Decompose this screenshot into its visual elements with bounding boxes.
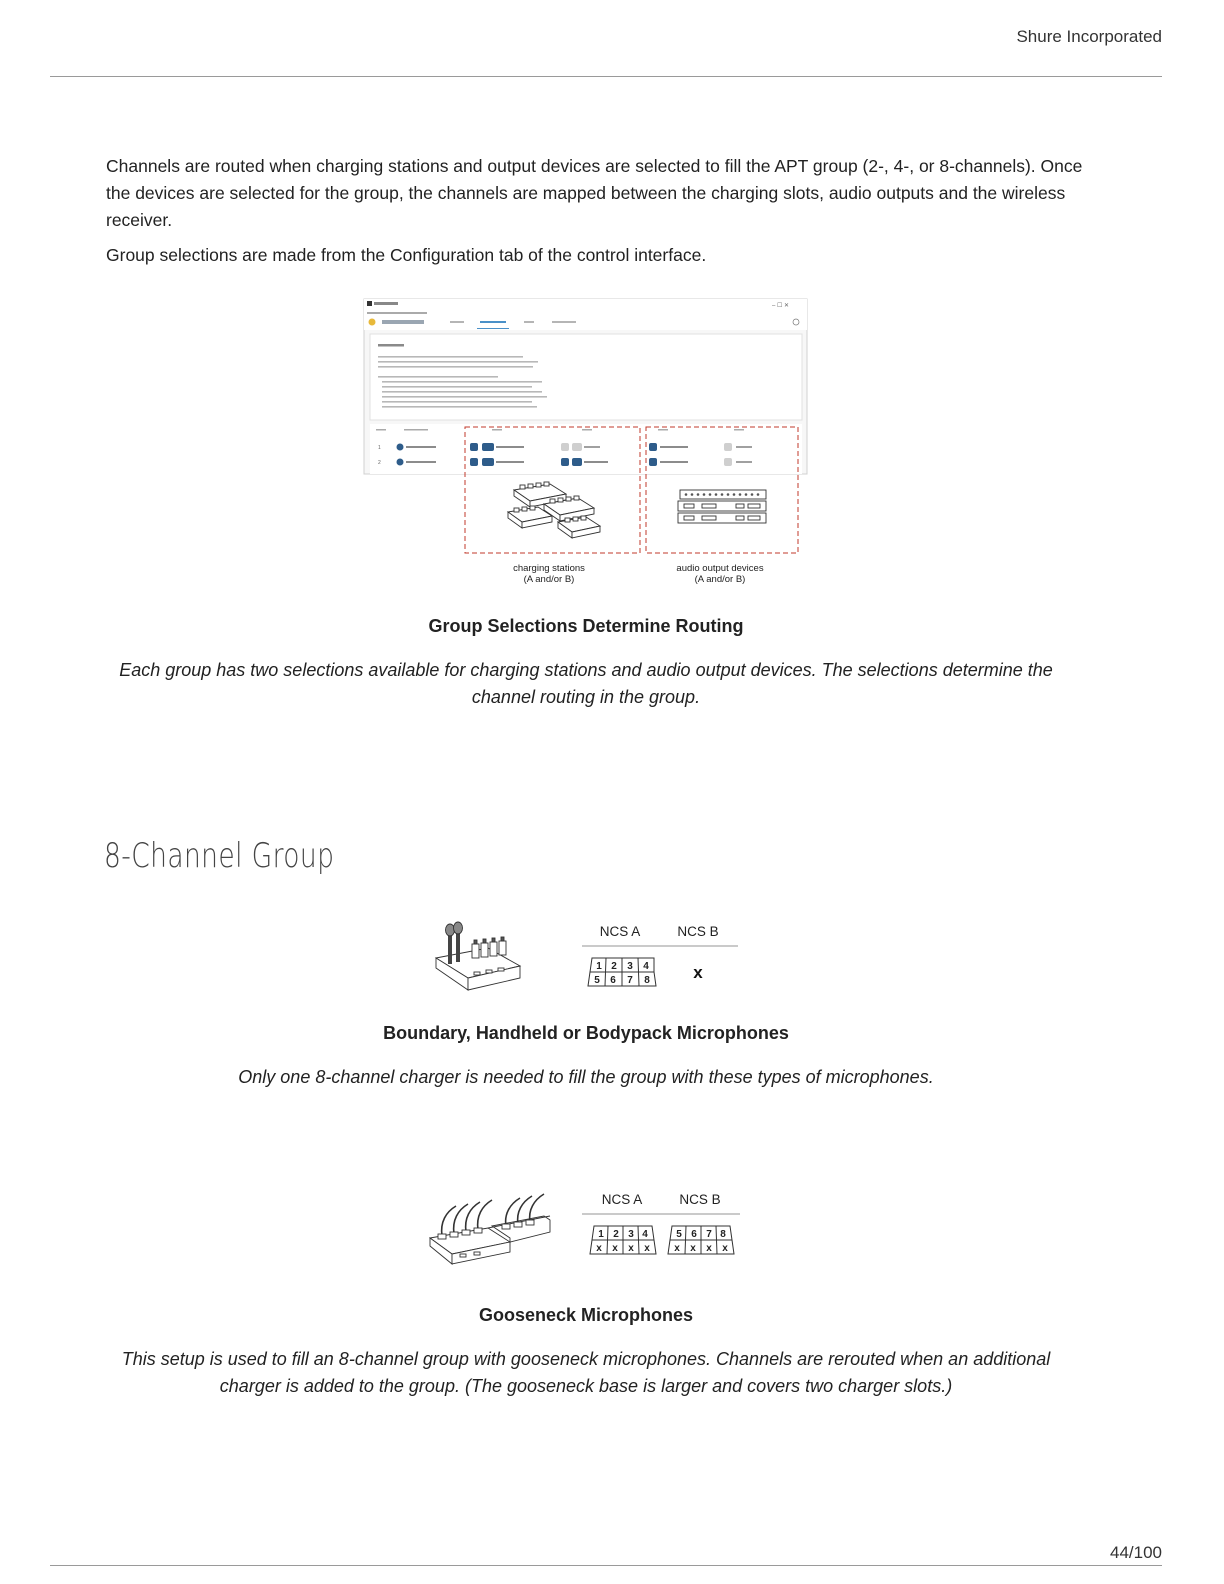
slot-number: 4 bbox=[642, 1229, 648, 1240]
slot-mark: x bbox=[612, 1243, 618, 1254]
page-number: 44/100 bbox=[1110, 1543, 1162, 1562]
slot-number: 5 bbox=[594, 975, 600, 986]
slot-number: 3 bbox=[628, 1229, 634, 1240]
slot-mark: x bbox=[722, 1243, 728, 1254]
slot-mark: x bbox=[706, 1243, 712, 1254]
slot-number: 5 bbox=[676, 1229, 682, 1240]
ncs-a-header: NCS A bbox=[599, 924, 641, 939]
footer-rule bbox=[50, 1565, 1162, 1566]
slot-mark: x bbox=[628, 1243, 634, 1254]
slot-mark: x bbox=[690, 1243, 696, 1254]
figure3-caption-text: This setup is used to fill an 8-channel group with gooseneck microphones. Channels are rerouted when an additional charger is added to the group. (The gooseneck base is larger and covers two charger slots.) bbox=[121, 1349, 1051, 1396]
gooseneck-charger-graphic bbox=[426, 1186, 750, 1276]
ncs-b-header: NCS B bbox=[679, 1192, 721, 1207]
charging-stations-sublabel: (A and/or B) bbox=[523, 574, 575, 585]
charging-stations-label: charging stations bbox=[513, 563, 585, 574]
ncs-b-slot-grid bbox=[668, 1226, 734, 1254]
audio-output-label: audio output devices bbox=[676, 563, 764, 574]
audio-output-sublabel: (A and/or B) bbox=[694, 574, 746, 585]
handheld-charger-icon bbox=[436, 922, 520, 990]
slot-number: 1 bbox=[596, 961, 602, 972]
slot-mark: x bbox=[596, 1243, 602, 1254]
slot-number: 6 bbox=[691, 1229, 697, 1240]
ncs-a-slot-grid bbox=[588, 958, 656, 986]
slot-number: 4 bbox=[643, 961, 649, 972]
slot-number: 7 bbox=[627, 975, 633, 986]
slot-number: 7 bbox=[706, 1229, 712, 1240]
slot-number: 2 bbox=[611, 961, 617, 972]
slot-number: 8 bbox=[644, 975, 650, 986]
svg-text:1: 1 bbox=[378, 445, 381, 451]
figure2-caption-text: Only one 8-channel charger is needed to fill the group with these types of microphones. bbox=[238, 1067, 934, 1087]
section-heading: 8-Channel Group bbox=[104, 836, 335, 876]
slot-mark: x bbox=[644, 1243, 650, 1254]
figure3-caption-title: Gooseneck Microphones bbox=[478, 1305, 694, 1325]
intro-paragraph: Channels are routed when charging stations and output devices are selected to fill the APT group (2-, 4-, or 8-channels). Once the devices are selected for the group, the channels are mapped between the charging slots, audio outputs and the wireless receiver. bbox=[106, 156, 1083, 230]
svg-text:– ☐ ✕: – ☐ ✕ bbox=[772, 303, 790, 309]
routing-figure-graphic bbox=[362, 298, 812, 590]
ncs-a-header: NCS A bbox=[601, 1192, 643, 1207]
svg-text:2: 2 bbox=[378, 460, 381, 466]
slot-number: 8 bbox=[720, 1229, 726, 1240]
audio-output-devices-icon bbox=[678, 490, 766, 523]
gooseneck-charger-figure bbox=[426, 1186, 750, 1276]
slot-number: 3 bbox=[627, 961, 633, 972]
ncs-a-slot-grid bbox=[590, 1226, 656, 1254]
slot-mark: x bbox=[674, 1243, 680, 1254]
intro-paragraph-2: Group selections are made from the Configuration tab of the control interface. bbox=[106, 245, 707, 265]
slot-number: 2 bbox=[613, 1229, 619, 1240]
header-rule bbox=[50, 76, 1162, 77]
routing-figure bbox=[362, 298, 812, 590]
figure2-caption-title: Boundary, Handheld or Bodypack Microphones bbox=[383, 1023, 789, 1043]
handheld-charger-figure bbox=[428, 918, 748, 1000]
handheld-charger-graphic bbox=[428, 918, 748, 1000]
header-company: Shure Incorporated bbox=[1016, 27, 1162, 46]
slot-number: 6 bbox=[610, 975, 616, 986]
ncs-b-empty-mark: x bbox=[693, 963, 703, 982]
figure1-caption-text: Each group has two selections available for charging stations and audio output devices. The selections determine the channel routing in the group. bbox=[119, 660, 1053, 707]
gooseneck-charger-icon bbox=[430, 1194, 550, 1264]
ncs-b-header: NCS B bbox=[677, 924, 719, 939]
slot-number: 1 bbox=[598, 1229, 604, 1240]
figure1-caption-title: Group Selections Determine Routing bbox=[428, 616, 744, 636]
